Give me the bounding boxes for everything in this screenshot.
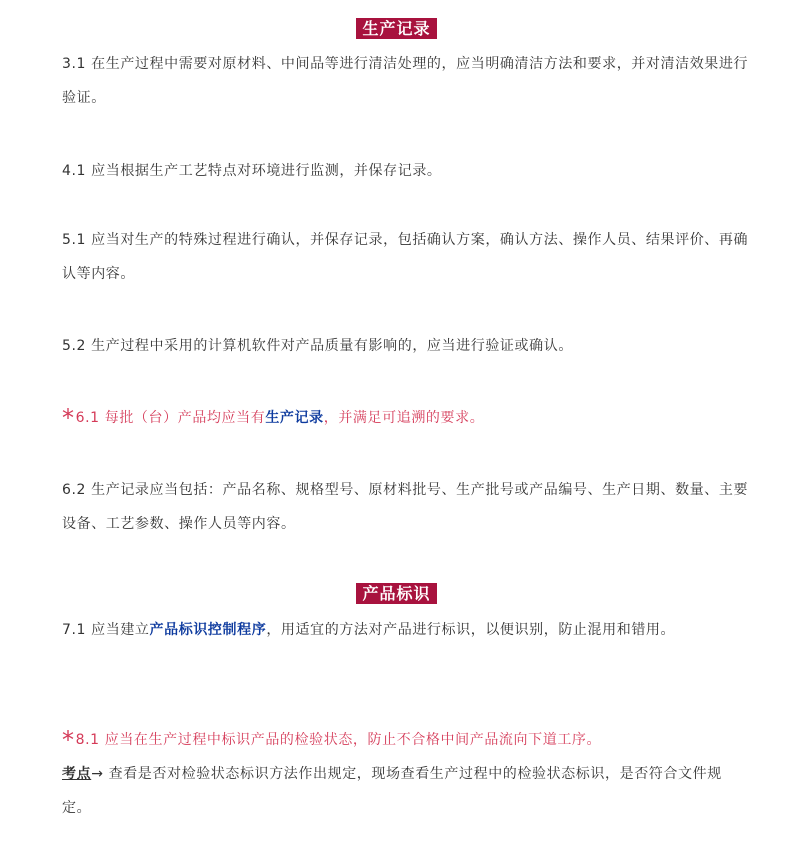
clause-4-1: 4.1 应当根据生产工艺特点对环境进行监测，并保存记录。 bbox=[62, 163, 442, 179]
section-title-label: 产品标识 bbox=[356, 583, 436, 604]
clause-6-1-text-before: 6.1 每批（台）产品均应当有 bbox=[75, 410, 266, 426]
arrow-right-icon: → bbox=[91, 766, 104, 782]
clause-6-1-text-after: ，并满足可追溯的要求。 bbox=[323, 410, 485, 426]
clause-6-1-highlight: 生产记录 bbox=[265, 410, 324, 426]
clause-7-1-text-after: ，用适宜的方法对产品进行标识，以便识别，防止混用和错用。 bbox=[266, 622, 676, 638]
section-title-product-identification bbox=[0, 583, 793, 604]
required-star-icon: * bbox=[62, 726, 75, 754]
section-title-production-records bbox=[0, 18, 793, 39]
section-title-label: 生产记录 bbox=[356, 18, 436, 39]
required-star-icon: * bbox=[62, 404, 75, 432]
clause-6-1 bbox=[62, 401, 750, 435]
clause-5-1: 5.1 应当对生产的特殊过程进行确认，并保存记录，包括确认方案，确认方法、操作人员、结果评价、再确认等内容。 bbox=[62, 232, 749, 282]
clause-5-2: 5.2 生产过程中采用的计算机软件对产品质量有影响的，应当进行验证或确认。 bbox=[62, 338, 573, 354]
clause-8-1 bbox=[62, 723, 750, 757]
clause-7-1 bbox=[62, 613, 750, 647]
kaodian-text: 查看是否对检验状态标识方法作出规定，现场查看生产过程中的检验状态标识，是否符合文件规定。 bbox=[62, 766, 722, 816]
clause-8-1-text: 8.1 应当在生产过程中标识产品的检验状态，防止不合格中间产品流向下道工序。 bbox=[75, 732, 602, 748]
kaodian-note bbox=[62, 757, 750, 825]
clause-6-2: 6.2 生产记录应当包括：产品名称、规格型号、原材料批号、生产批号或产品编号、生产日期、数量、主要设备、工艺参数、操作人员等内容。 bbox=[62, 482, 749, 532]
clause-7-1-highlight: 产品标识控制程序 bbox=[149, 622, 267, 638]
clause-7-1-text-before: 7.1 应当建立 bbox=[62, 622, 150, 638]
kaodian-label: 考点 bbox=[62, 766, 92, 782]
clause-3-1: 3.1 在生产过程中需要对原材料、中间品等进行清洁处理的，应当明确清洁方法和要求，并对清洁效果进行验证。 bbox=[62, 56, 749, 106]
